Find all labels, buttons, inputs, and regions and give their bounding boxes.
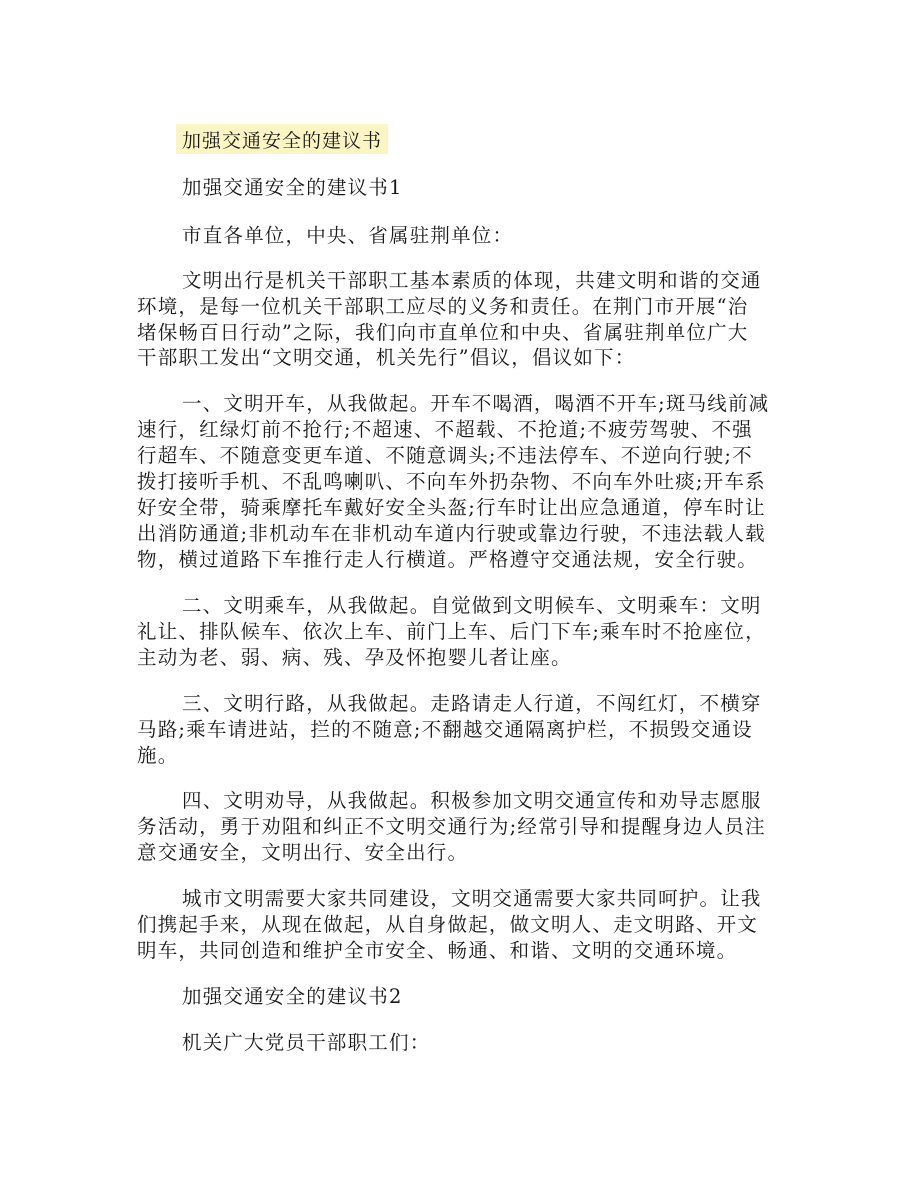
paragraph-3-line-3: 主动为老、弱、病、残、孕及怀抱婴儿者让座。 — [137, 646, 572, 669]
section-2-salutation: 机关广大党员干部职工们： — [182, 1031, 431, 1054]
paragraph-1-line-4: 干部职工发出“文明交通，机关先行”倡议，倡议如下： — [137, 346, 636, 369]
salutation: 市直各单位，中央、省属驻荆单位： — [182, 224, 514, 247]
document-title: 加强交通安全的建议书 — [182, 129, 383, 152]
document-title-highlight — [176, 124, 388, 154]
paragraph-2-line-4: 拨打接听手机、不乱鸣喇叭、不向车外扔杂物、不向车外吐痰;开车系 — [137, 470, 766, 493]
paragraph-6-line-2: 们携起手来，从现在做起，从自身做起，做文明人、走文明路、开文 — [137, 913, 759, 936]
paragraph-2-line-6: 出消防通道;非机动车在非机动车道内行驶或靠边行驶，不违法载人载 — [137, 522, 766, 545]
paragraph-5-line-1: 四、文明劝导，从我做起。积极参加文明交通宣传和劝导志愿服 — [182, 789, 762, 812]
paragraph-6-line-1: 城市文明需要大家共同建设，文明交通需要大家共同呵护。让我 — [182, 887, 762, 910]
paragraph-1-line-1: 文明出行是机关干部职工基本素质的体现，共建文明和谐的交通 — [182, 269, 762, 292]
paragraph-5-line-3: 意交通安全，文明出行、安全出行。 — [137, 841, 469, 864]
paragraph-3-line-1: 二、文明乘车，从我做起。自觉做到文明候车、文明乘车：文明 — [182, 594, 762, 617]
paragraph-6-line-3: 明车，共同创造和维护全市安全、畅通、和谐、文明的交通环境。 — [137, 939, 738, 962]
paragraph-2-line-3: 行超车、不随意变更车道、不随意调头;不违法停车、不逆向行驶;不 — [137, 444, 753, 467]
paragraph-2-line-7: 物，横过道路下车推行走人行横道。严格遵守交通法规，安全行驶。 — [137, 548, 759, 571]
section-2-heading: 加强交通安全的建议书2 — [182, 985, 403, 1008]
section-1-heading: 加强交通安全的建议书1 — [182, 176, 403, 199]
paragraph-2-line-1: 一、文明开车，从我做起。开车不喝酒，喝酒不开车;斑马线前减 — [182, 392, 770, 415]
paragraph-3-line-2: 礼让、排队候车、依次上车、前门上车、后门下车;乘车时不抢座位， — [137, 620, 766, 643]
paragraph-1-line-2: 环境，是每一位机关干部职工应尽的义务和责任。在荆门市开展“治 — [137, 295, 749, 318]
paragraph-2-line-2: 速行，红绿灯前不抢行;不超速、不超载、不抢道;不疲劳驾驶、不强 — [137, 418, 753, 441]
paragraph-4-line-3: 施。 — [137, 744, 179, 767]
paragraph-5-line-2: 务活动，勇于劝阻和纠正不文明交通行为;经常引导和提醒身边人员注 — [137, 815, 766, 838]
paragraph-4-line-1: 三、文明行路，从我做起。走路请走人行道，不闯红灯，不横穿 — [182, 692, 762, 715]
paragraph-4-line-2: 马路;乘车请进站，拦的不随意;不翻越交通隔离护栏，不损毁交通设 — [137, 718, 753, 741]
paragraph-2-line-5: 好安全带，骑乘摩托车戴好安全头盔;行车时让出应急通道，停车时让 — [137, 496, 766, 519]
paragraph-1-line-3: 堵保畅百日行动”之际，我们向市直单位和中央、省属驻荆单位广大 — [137, 321, 749, 344]
